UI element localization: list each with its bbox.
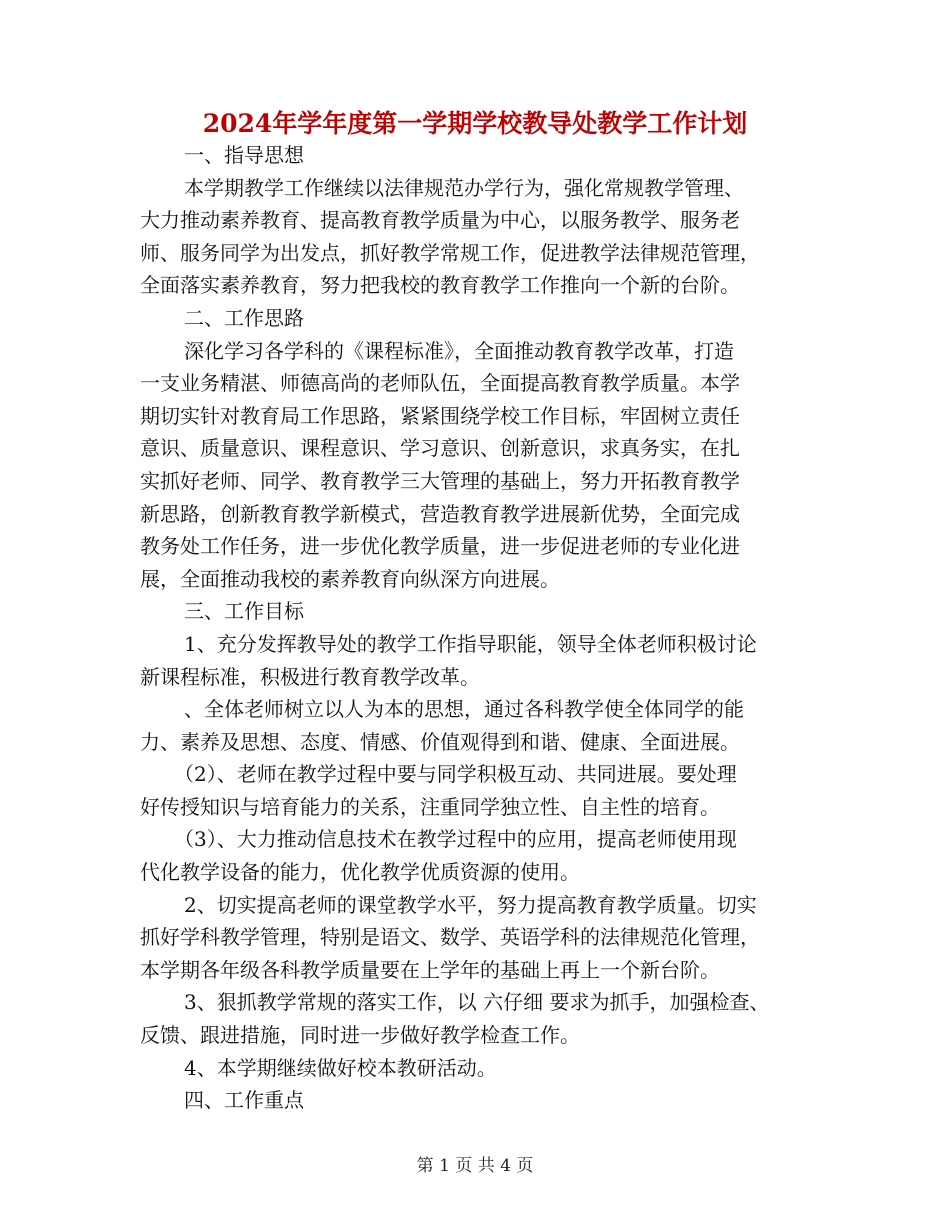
- paragraph-line: 3、狠抓教学常规的落实工作，以 六仔细 要求为抓手，加强检查、: [184, 990, 770, 1015]
- paragraph-line: 教务处工作任务，进一步优化教学质量，进一步促进老师的专业化进: [140, 534, 740, 559]
- section-heading: 四、工作重点: [184, 1088, 304, 1113]
- document-title: 2024年学年度第一学期学校教导处教学工作计划: [202, 109, 748, 138]
- paragraph-line: 本学期教学工作继续以法律规范办学行为，强化常规教学管理、: [184, 175, 744, 200]
- paragraph-line: 代化教学设备的能力，优化教学优质资源的使用。: [140, 860, 580, 885]
- paragraph-line: 期切实针对教育局工作思路，紧紧围绕学校工作目标，牢固树立责任: [140, 403, 740, 428]
- paragraph-line: 抓好学科教学管理，特别是语文、数学、英语学科的法律规范化管理，: [140, 925, 760, 950]
- paragraph-line: （2）、老师在教学过程中要与同学积极互动、共同进展。要处理: [174, 762, 737, 787]
- paragraph-line: （3）、大力推动信息技术在教学过程中的应用，提高老师使用现: [174, 827, 737, 852]
- paragraph-line: 一支业务精湛、师德高尚的老师队伍，全面提高教育教学质量。本学: [140, 371, 740, 396]
- paragraph-line: 1、充分发挥教导处的教学工作指导职能，领导全体老师积极讨论: [184, 631, 757, 656]
- paragraph-line: 新课程标准，积极进行教育教学改革。: [140, 664, 480, 689]
- paragraph-line: 力、素养及思想、态度、情感、价值观得到和谐、健康、全面进展。: [140, 729, 740, 754]
- paragraph-line: 新思路，创新教育教学新模式，营造教育教学进展新优势，全面完成: [140, 501, 740, 526]
- paragraph-line: 2、切实提高老师的课堂教学水平，努力提高教育教学质量。切实: [184, 892, 757, 917]
- paragraph-line: 深化学习各学科的《课程标准》，全面推动教育教学改革，打造: [184, 338, 734, 363]
- paragraph-line: 反馈、跟进措施，同时进一步做好教学检查工作。: [140, 1023, 580, 1048]
- paragraph-line: 、全体老师树立以人为本的思想，通过各科教学使全体同学的能: [184, 697, 744, 722]
- paragraph-line: 本学期各年级各科教学质量要在上学年的基础上再上一个新台阶。: [140, 957, 720, 982]
- section-heading: 二、工作思路: [184, 305, 304, 330]
- paragraph-line: 意识、质量意识、课程意识、学习意识、创新意识，求真务实，在扎: [140, 436, 740, 461]
- paragraph-line: 全面落实素养教育，努力把我校的教育教学工作推向一个新的台阶。: [140, 273, 740, 298]
- document-body: [140, 139, 820, 1117]
- paragraph-line: 大力推动素养教育、提高教育教学质量为中心，以服务教学、服务老: [140, 208, 740, 233]
- paragraph-line: 4、本学期继续做好校本教研活动。: [184, 1055, 497, 1080]
- section-heading: 三、工作目标: [184, 599, 304, 624]
- paragraph-line: 实抓好老师、同学、教育教学三大管理的基础上，努力开拓教育教学: [140, 468, 740, 493]
- page-number-footer: 第 1 页 共 4 页: [416, 1156, 534, 1176]
- paragraph-line: 展，全面推动我校的素养教育向纵深方向进展。: [140, 566, 560, 591]
- paragraph-line: 好传授知识与培育能力的关系，注重同学独立性、自主性的培育。: [140, 794, 720, 819]
- paragraph-line: 师、服务同学为出发点，抓好教学常规工作，促进教学法律规范管理，: [140, 240, 760, 265]
- section-heading: 一、指导思想: [184, 143, 304, 167]
